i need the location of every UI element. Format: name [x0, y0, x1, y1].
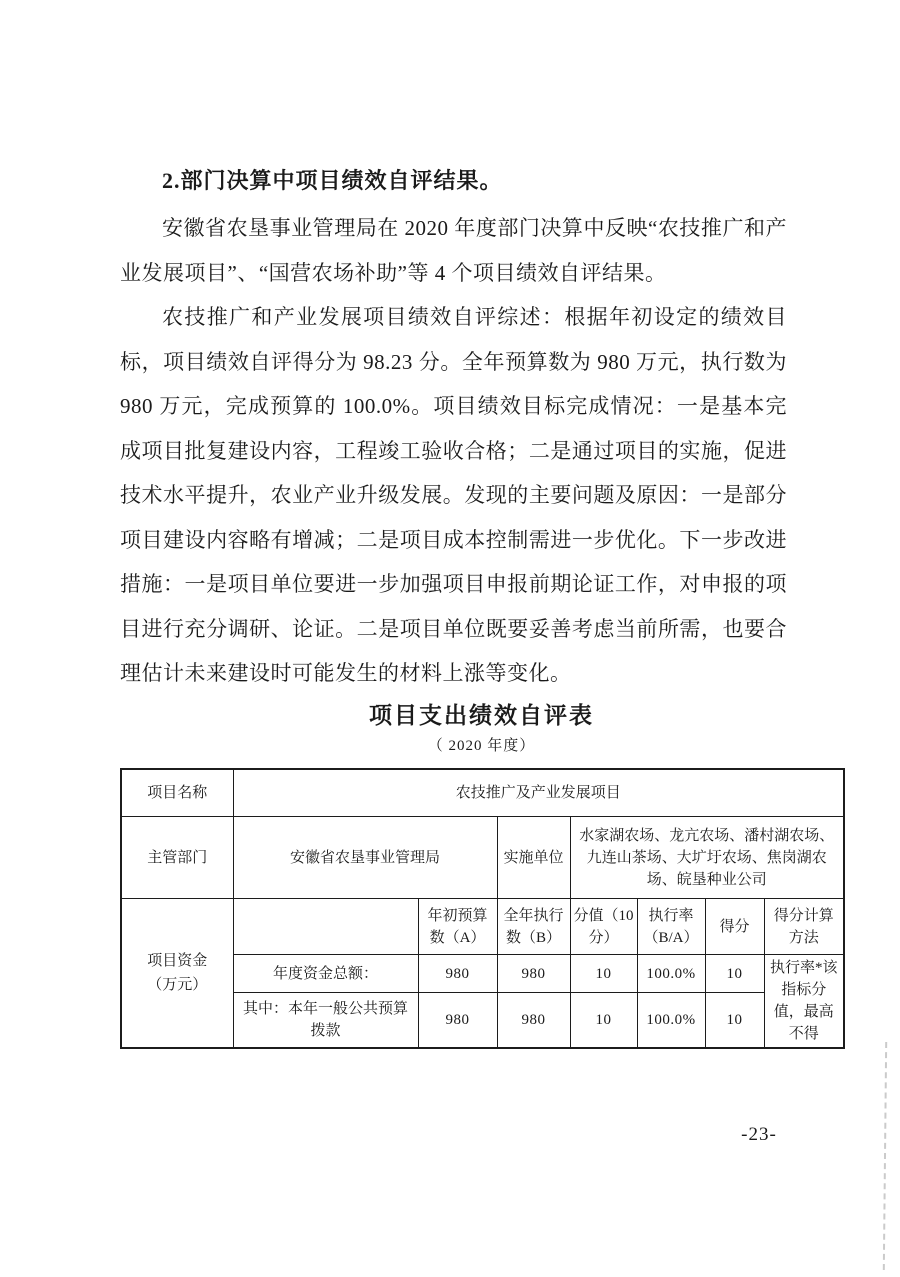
- funds-label-cell: [121, 899, 233, 1049]
- header-score-cell: 得分: [705, 899, 764, 955]
- project-name-value-cell: 农技推广及产业发展项目: [233, 769, 844, 817]
- funds-total-rate-cell: 100.0%: [637, 955, 705, 993]
- section-heading: 2.部门决算中项目绩效自评结果。: [162, 168, 503, 193]
- paragraph-evaluation-summary: 农技推广和产业发展项目绩效自评综述：根据年初设定的绩效目标，项目绩效自评得分为 98.23 分。全年预算数为 980 万元，执行数为 980 万元，完成预算的 100.0%。项目绩效目标完成情况：一是基本完成项目批复建设内容，工程竣工验收合格；二是通过项目的实施，促进技术水平提升，农业产业升级发展。发现的主要问题及原因：一是部分项目建设内容略有增减；二是项目成本控制需进一步优化。下一步改进措施：一是项目单位要进一步加强项目申报前期论证工作，对申报的项目进行充分调研、论证。二是项目单位既要妥善考虑当前所需，也要合理估计未来建设时可能发生的材料上涨等变化。: [120, 305, 787, 685]
- page-number: -23-: [741, 1124, 777, 1145]
- header-initial-budget-cell: 年初预算数（A）: [418, 899, 497, 955]
- funds-label-line2: （万元）: [147, 977, 208, 993]
- department-label-cell: 主管部门: [121, 817, 233, 899]
- funds-total-executed-cell: 980: [497, 955, 570, 993]
- funds-subrow-header-empty-cell: [233, 899, 418, 955]
- table-row: [121, 769, 844, 817]
- table-row: [121, 899, 844, 955]
- score-method-value-cell: 执行率*该指标分值，最高不得: [764, 955, 844, 1049]
- header-score-method-cell: 得分计算方法: [764, 899, 844, 955]
- scan-artifact-line: [883, 1042, 887, 1270]
- self-evaluation-table: [120, 768, 845, 1050]
- funds-total-budget-cell: 980: [418, 955, 497, 993]
- funds-total-label-cell: 年度资金总额：: [233, 955, 418, 993]
- header-execution-rate-cell: 执行率（B/A）: [637, 899, 705, 955]
- funds-total-score-cell: 10: [705, 955, 764, 993]
- table-subtitle: （ 2020 年度）: [427, 737, 536, 754]
- funds-public-executed-cell: 980: [497, 993, 570, 1048]
- department-value-cell: 安徽省农垦事业管理局: [233, 817, 497, 899]
- paragraph-intro: 安徽省农垦事业管理局在 2020 年度部门决算中反映“农技推广和产业发展项目”、“国营农场补助”等 4 个项目绩效自评结果。: [120, 216, 787, 285]
- header-annual-executed-cell: 全年执行数（B）: [497, 899, 570, 955]
- implement-unit-label-cell: 实施单位: [497, 817, 570, 899]
- funds-public-budget-cell: 980: [418, 993, 497, 1048]
- table-row: [121, 817, 844, 899]
- page-content: [120, 158, 843, 1049]
- implement-unit-value-cell: 水家湖农场、龙亢农场、潘村湖农场、九连山茶场、大圹圩农场、焦岗湖农场、皖垦种业公司: [570, 817, 844, 899]
- funds-public-score-cell: 10: [705, 993, 764, 1048]
- header-points-cell: 分值（10分）: [570, 899, 637, 955]
- funds-label-line1: 项目资金: [147, 953, 208, 969]
- table-title: 项目支出绩效自评表: [369, 702, 594, 728]
- funds-public-rate-cell: 100.0%: [637, 993, 705, 1048]
- funds-total-points-cell: 10: [570, 955, 637, 993]
- funds-public-budget-label-cell: 其中：本年一般公共预算拨款: [233, 993, 418, 1048]
- project-name-label-cell: 项目名称: [121, 769, 233, 817]
- funds-public-points-cell: 10: [570, 993, 637, 1048]
